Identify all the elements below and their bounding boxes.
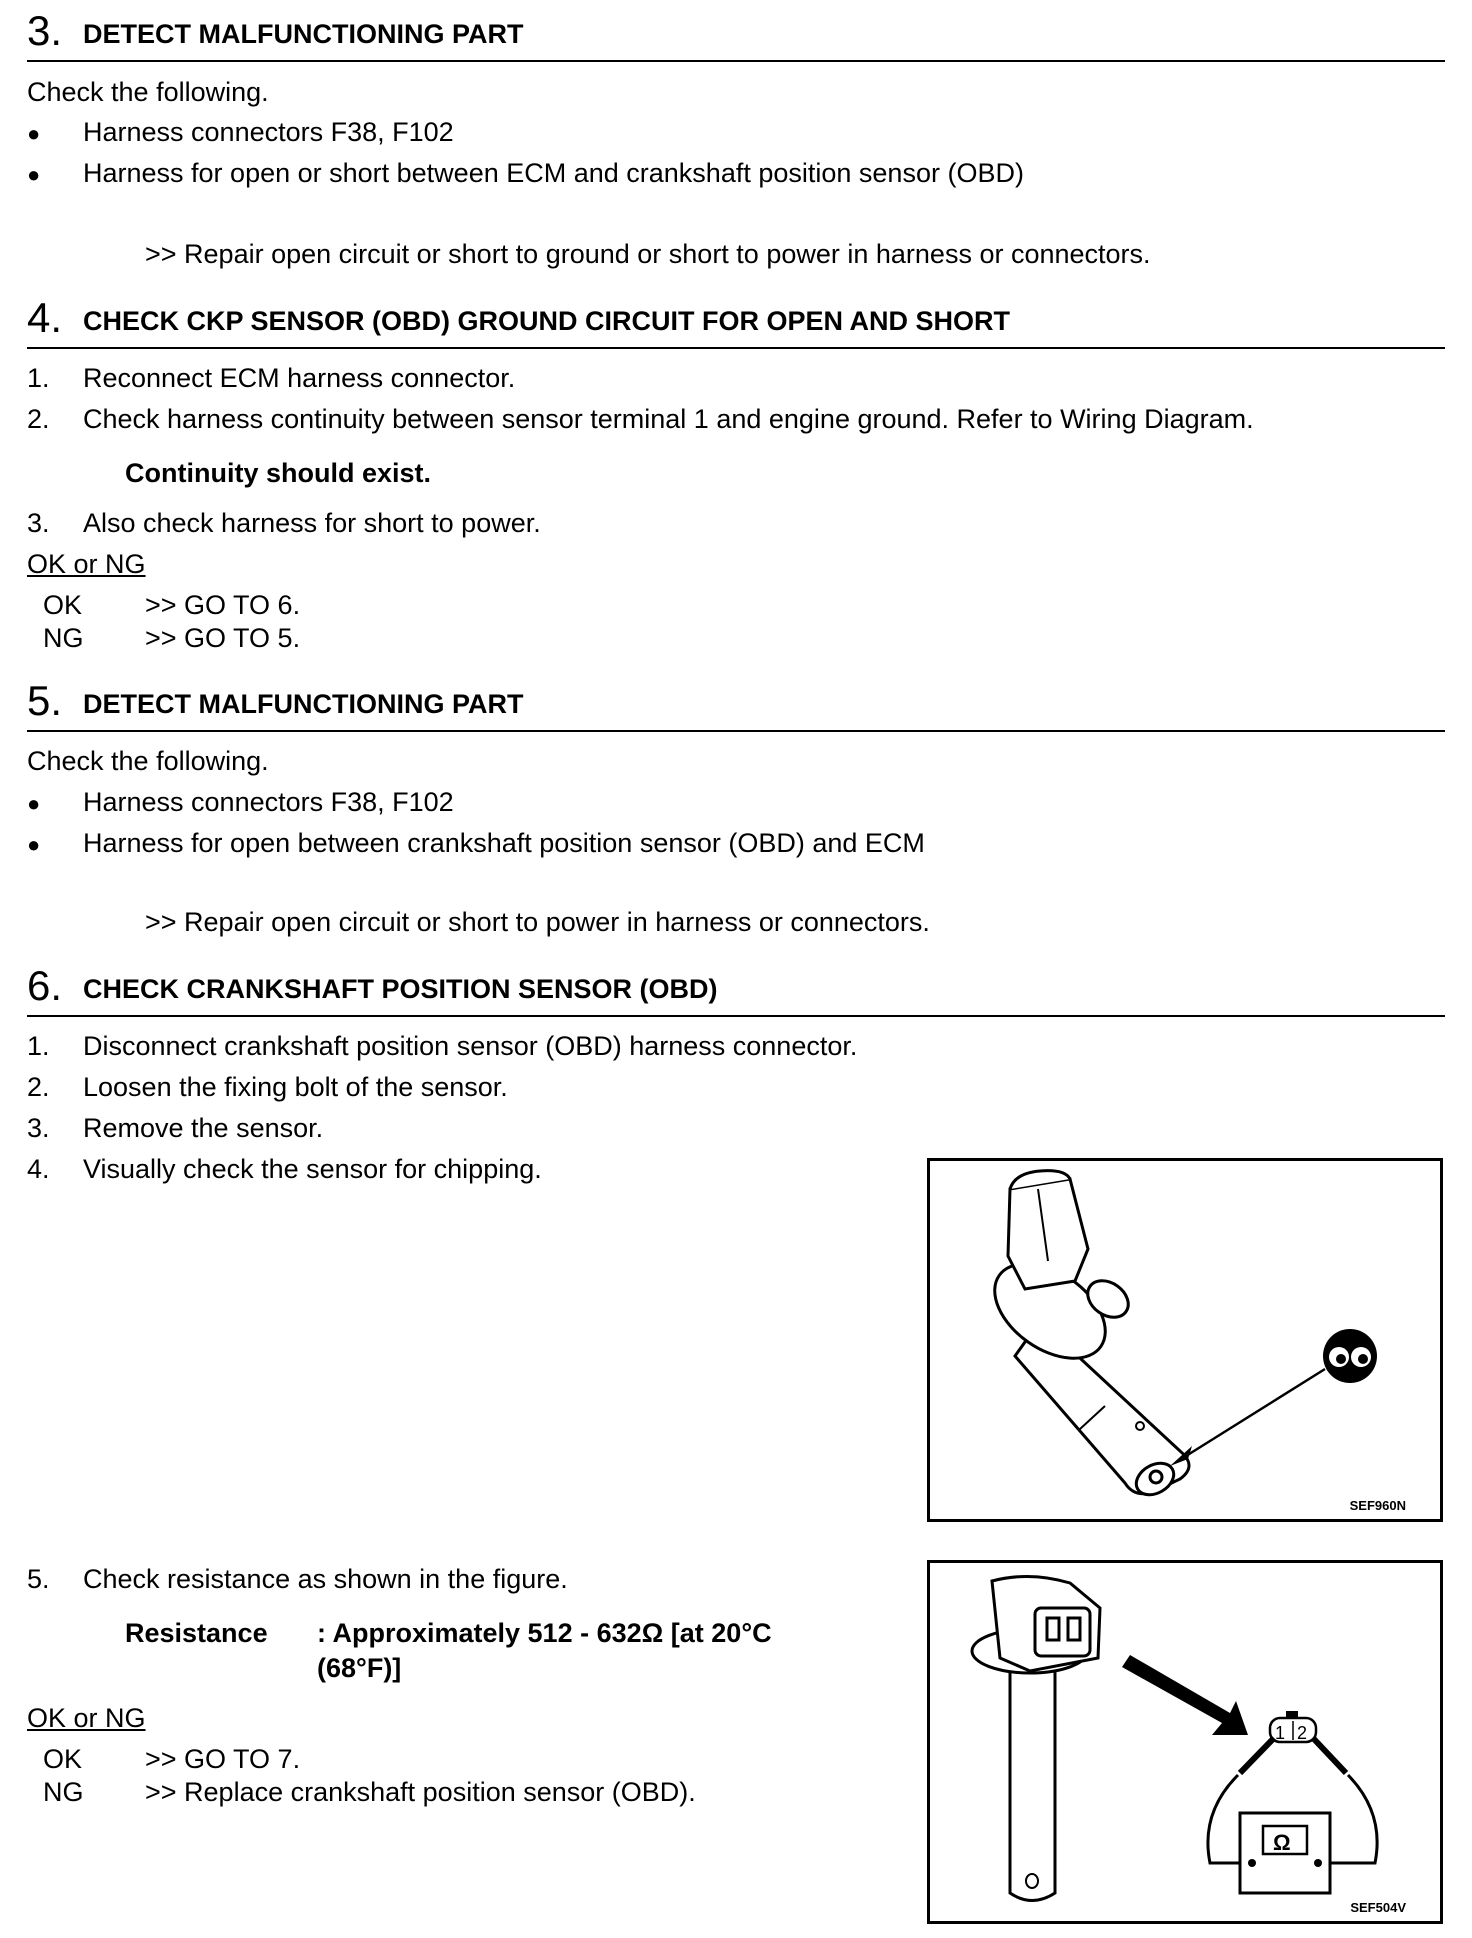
spec-value-cont: (68°F)] (317, 1653, 402, 1683)
section-title: CHECK CRANKSHAFT POSITION SENSOR (OBD) (83, 974, 718, 1004)
bullet-glyph: ● (27, 791, 41, 816)
section-4-header (27, 287, 1445, 349)
step-number: 3. (27, 1113, 50, 1143)
ng-label: NG (43, 623, 84, 653)
step-number: 1. (27, 1031, 50, 1061)
figure-resistance-check (927, 1560, 1443, 1924)
intro-text: Check the following. (27, 77, 269, 107)
action-text: >> Repair open circuit or short to power in harness or connectors. (145, 907, 930, 937)
ok-label: OK (43, 1744, 83, 1774)
ok-ng-label: OK or NG (27, 1703, 146, 1733)
ok-ng-label: OK or NG (27, 549, 146, 579)
step-text: Reconnect ECM harness connector. (83, 363, 516, 393)
section-number: 3. (27, 7, 63, 54)
section-6-header (27, 955, 1445, 1017)
ohm-symbol: Ω (1273, 1830, 1291, 1855)
step-number: 2. (27, 404, 50, 434)
step-number: 2. (27, 1072, 50, 1102)
step-text: Disconnect crankshaft position sensor (OBD) harness connector. (83, 1031, 858, 1061)
sensor-illustration (930, 1161, 1440, 1519)
ng-result: >> GO TO 5. (145, 623, 301, 653)
step-number: 1. (27, 363, 50, 393)
step-text: Visually check the sensor for chipping. (83, 1154, 542, 1184)
section-5-header (27, 670, 1445, 732)
section-3-header (27, 0, 1445, 62)
intro-text: Check the following. (27, 746, 269, 776)
step-text: Loosen the fixing bolt of the sensor. (83, 1072, 508, 1102)
bullet-glyph: ● (27, 162, 41, 187)
section-title: DETECT MALFUNCTIONING PART (83, 689, 524, 719)
action-text: >> Repair open circuit or short to ground or short to power in harness or connectors. (145, 239, 1151, 269)
spec-label: Resistance (125, 1618, 268, 1648)
ok-result: >> GO TO 7. (145, 1744, 301, 1774)
list-item: Harness connectors F38, F102 (83, 787, 454, 817)
ng-result: >> Replace crankshaft position sensor (OBD). (145, 1777, 696, 1807)
section-title: DETECT MALFUNCTIONING PART (83, 19, 524, 49)
pin-2-label: 2 (1297, 1723, 1308, 1743)
section-number: 6. (27, 962, 63, 1009)
bullet-glyph: ● (27, 121, 41, 146)
figure-id: SEF504V (1350, 1900, 1406, 1915)
step-text: Check resistance as shown in the figure. (83, 1564, 568, 1594)
spec-text: Continuity should exist. (125, 458, 432, 488)
resistance-illustration (930, 1563, 1440, 1921)
list-item: Harness for open between crankshaft position sensor (OBD) and ECM (83, 828, 925, 858)
pin-1-label: 1 (1275, 1723, 1286, 1743)
ng-label: NG (43, 1777, 84, 1807)
step-number: 5. (27, 1564, 50, 1594)
ok-label: OK (43, 590, 83, 620)
bullet-glyph: ● (27, 832, 41, 857)
list-item: Harness connectors F38, F102 (83, 117, 454, 147)
inspect-icon (1323, 1329, 1377, 1383)
step-text: Remove the sensor. (83, 1113, 324, 1143)
section-title: CHECK CKP SENSOR (OBD) GROUND CIRCUIT FOR OPEN AND SHORT (83, 306, 1011, 336)
figure-id: SEF960N (1349, 1498, 1406, 1513)
figure-sensor-chipping (927, 1158, 1443, 1522)
step-number: 4. (27, 1154, 50, 1184)
spec-value: : Approximately 512 - 632Ω [at 20°C (317, 1618, 772, 1648)
ok-result: >> GO TO 6. (145, 590, 301, 620)
section-number: 4. (27, 294, 63, 341)
section-number: 5. (27, 677, 63, 724)
list-item: Harness for open or short between ECM and crankshaft position sensor (OBD) (83, 158, 1024, 188)
step-text: Also check harness for short to power. (83, 508, 541, 538)
step-text: Check harness continuity between sensor terminal 1 and engine ground. Refer to Wiring Diagram. (83, 404, 1254, 434)
step-number: 3. (27, 508, 50, 538)
